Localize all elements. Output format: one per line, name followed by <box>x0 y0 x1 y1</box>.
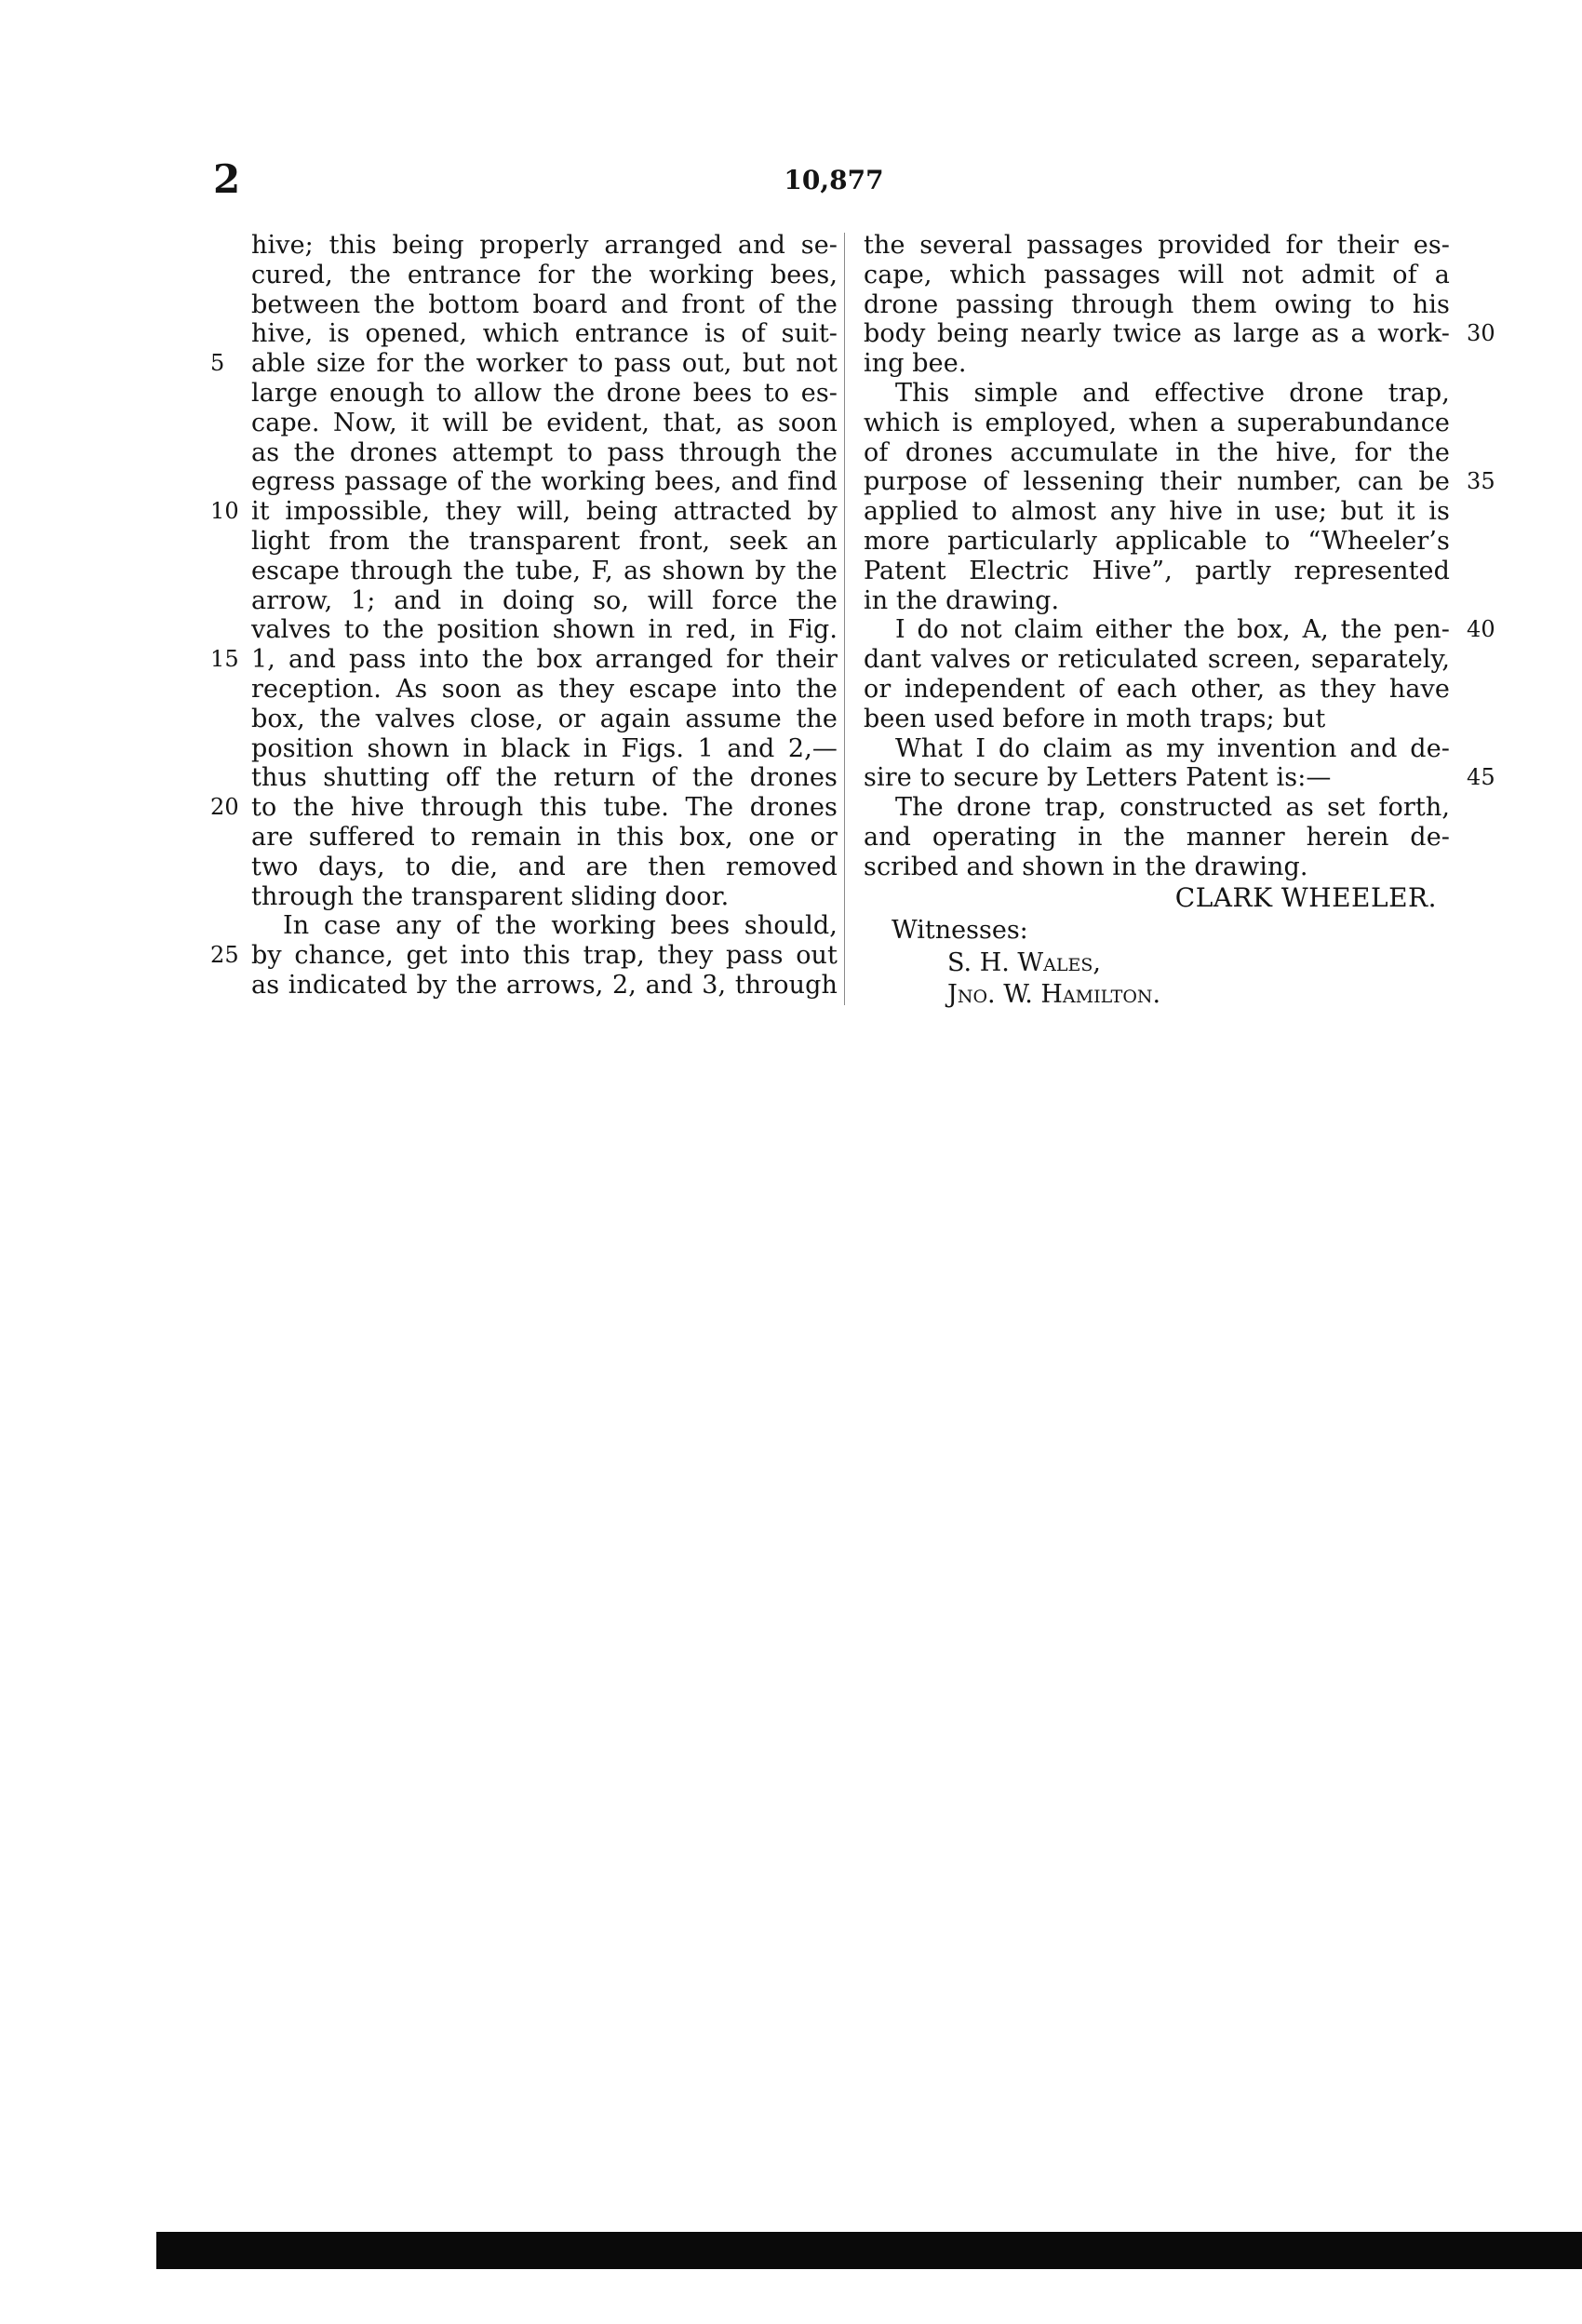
text-line <box>210 941 838 971</box>
text-line <box>251 231 838 261</box>
line-number: 15 <box>210 646 239 673</box>
line-text: drone passing through them owing to his <box>864 289 1450 319</box>
line-text: 1, and pass into the box arranged for their <box>251 645 838 675</box>
line-text: cured, the entrance for the working bees, <box>251 260 838 289</box>
line-text: hive, is opened, which entrance is of suit- <box>251 319 838 349</box>
text-line <box>864 557 1450 586</box>
text-line <box>251 261 838 290</box>
line-text: and operating in the manner herein de- <box>864 822 1450 852</box>
text-line <box>210 349 838 379</box>
text-line <box>210 497 838 527</box>
inventor-signature: CLARK WHEELER. <box>1174 881 1437 913</box>
text-line <box>251 527 838 557</box>
line-text: thus shutting off the return of the drones <box>251 763 838 793</box>
line-text: cape, which passages will not admit of a <box>864 260 1450 289</box>
line-number: 35 <box>1467 468 1495 495</box>
text-line <box>864 527 1450 557</box>
line-text: or independent of each other, as they have <box>864 674 1450 704</box>
text-line <box>864 823 1450 853</box>
line-text: arrow, 1; and in doing so, will force the <box>251 585 838 615</box>
line-text: light from the transparent front, seek an <box>251 526 838 556</box>
text-line <box>864 705 1450 734</box>
line-number: 30 <box>1467 320 1495 347</box>
text-line <box>251 763 838 793</box>
text-line <box>864 734 1450 764</box>
text-line <box>864 793 1450 823</box>
line-text: The drone trap, constructed as set forth, <box>895 793 1450 823</box>
line-text: which is employed, when a superabundance <box>864 408 1450 437</box>
text-line <box>210 645 838 675</box>
text-line <box>251 379 838 409</box>
line-text: scribed and shown in the drawing. <box>864 852 1308 881</box>
line-text: cape. Now, it will be evident, that, as soon <box>251 408 838 437</box>
line-text: This simple and effective drone trap, <box>895 378 1450 408</box>
text-line <box>251 734 838 764</box>
line-number: 10 <box>210 498 239 525</box>
line-text: hive; this being properly arranged and se- <box>251 231 838 260</box>
line-number: 25 <box>210 942 239 969</box>
line-text: box, the valves close, or again assume the <box>251 704 838 733</box>
left-text-column <box>210 231 838 1001</box>
text-line <box>864 261 1450 290</box>
column-divider <box>844 233 845 1005</box>
line-text: purpose of lessening their number, can be <box>864 467 1450 497</box>
text-line <box>864 675 1450 705</box>
line-text: body being nearly twice as large as a work- <box>864 319 1450 349</box>
text-line <box>251 675 838 705</box>
line-number: 45 <box>1467 764 1495 791</box>
text-line <box>864 853 1450 882</box>
line-number: 40 <box>1467 616 1495 643</box>
line-text: position shown in black in Figs. 1 and 2,— <box>251 733 838 763</box>
text-line <box>251 319 838 349</box>
text-line <box>864 349 1450 379</box>
line-number: 20 <box>210 794 239 821</box>
line-text: dant valves or reticulated screen, separately, <box>864 645 1450 675</box>
line-text: to the hive through this tube. The drones <box>251 793 838 823</box>
patent-number: 10,877 <box>784 165 884 195</box>
text-line <box>251 823 838 853</box>
line-text: Patent Electric Hive”, partly represented <box>864 556 1450 585</box>
text-line <box>251 615 838 645</box>
text-line <box>251 467 838 497</box>
line-text: I do not claim either the box, A, the pen- <box>895 615 1450 645</box>
line-text: more particularly applicable to “Wheeler’s <box>864 526 1450 556</box>
text-line <box>864 438 1450 468</box>
line-text: escape through the tube, F, as shown by the <box>251 556 838 585</box>
text-line <box>864 467 1495 497</box>
line-text: in the drawing. <box>864 585 1060 615</box>
scan-border-bar <box>156 2232 1582 2269</box>
line-text: able size for the worker to pass out, but not <box>251 349 838 379</box>
line-text: two days, to die, and are then removed <box>251 852 838 881</box>
text-line <box>864 586 1450 616</box>
line-text: are suffered to remain in this box, one or <box>251 822 838 852</box>
line-text: large enough to allow the drone bees to es- <box>251 378 838 408</box>
text-line <box>251 882 838 912</box>
witness-name: S. H. Wales, <box>947 947 1101 977</box>
text-line <box>251 409 838 438</box>
text-line <box>864 763 1495 793</box>
right-text-column <box>864 231 1495 1011</box>
line-text: ing bee. <box>864 349 967 379</box>
text-line <box>864 645 1450 675</box>
text-line <box>864 231 1450 261</box>
text-line <box>251 586 838 616</box>
line-text: between the bottom board and front of the <box>251 289 838 319</box>
line-text: been used before in moth traps; but <box>864 704 1326 733</box>
line-text: applied to almost any hive in use; but it is <box>864 497 1450 527</box>
line-text: In case any of the working bees should, <box>283 911 838 941</box>
text-line <box>251 911 838 941</box>
witnesses-label: Witnesses: <box>892 915 1028 945</box>
text-line <box>864 409 1450 438</box>
line-text: What I do claim as my invention and de- <box>895 733 1450 763</box>
text-line <box>864 319 1495 349</box>
line-text: of drones accumulate in the hive, for the <box>864 437 1450 467</box>
line-text: by chance, get into this trap, they pass out <box>251 941 838 971</box>
text-line <box>251 853 838 882</box>
text-line <box>251 438 838 468</box>
page-number: 2 <box>213 156 241 202</box>
line-text: the several passages provided for their es- <box>864 231 1450 260</box>
text-line <box>251 557 838 586</box>
line-text: reception. As soon as they escape into the <box>251 674 838 704</box>
line-text: valves to the position shown in red, in Fig. <box>251 615 838 645</box>
line-text: it impossible, they will, being attracted by <box>251 497 838 527</box>
line-text: sire to secure by Letters Patent is:— <box>864 763 1332 793</box>
witness-name: Jno. W. Hamilton. <box>947 979 1161 1009</box>
text-line <box>251 705 838 734</box>
text-line <box>210 793 838 823</box>
text-line <box>864 497 1450 527</box>
line-text: as the drones attempt to pass through the <box>251 437 838 467</box>
line-text: egress passage of the working bees, and find <box>251 467 838 497</box>
text-line <box>864 290 1450 320</box>
text-line <box>251 971 838 1001</box>
text-line <box>864 379 1450 409</box>
line-text: as indicated by the arrows, 2, and 3, through <box>251 970 838 1000</box>
text-line <box>251 290 838 320</box>
text-line <box>864 615 1495 645</box>
right-column-lines <box>864 231 1495 882</box>
line-number: 5 <box>210 350 225 377</box>
line-text: through the transparent sliding door. <box>251 881 730 911</box>
